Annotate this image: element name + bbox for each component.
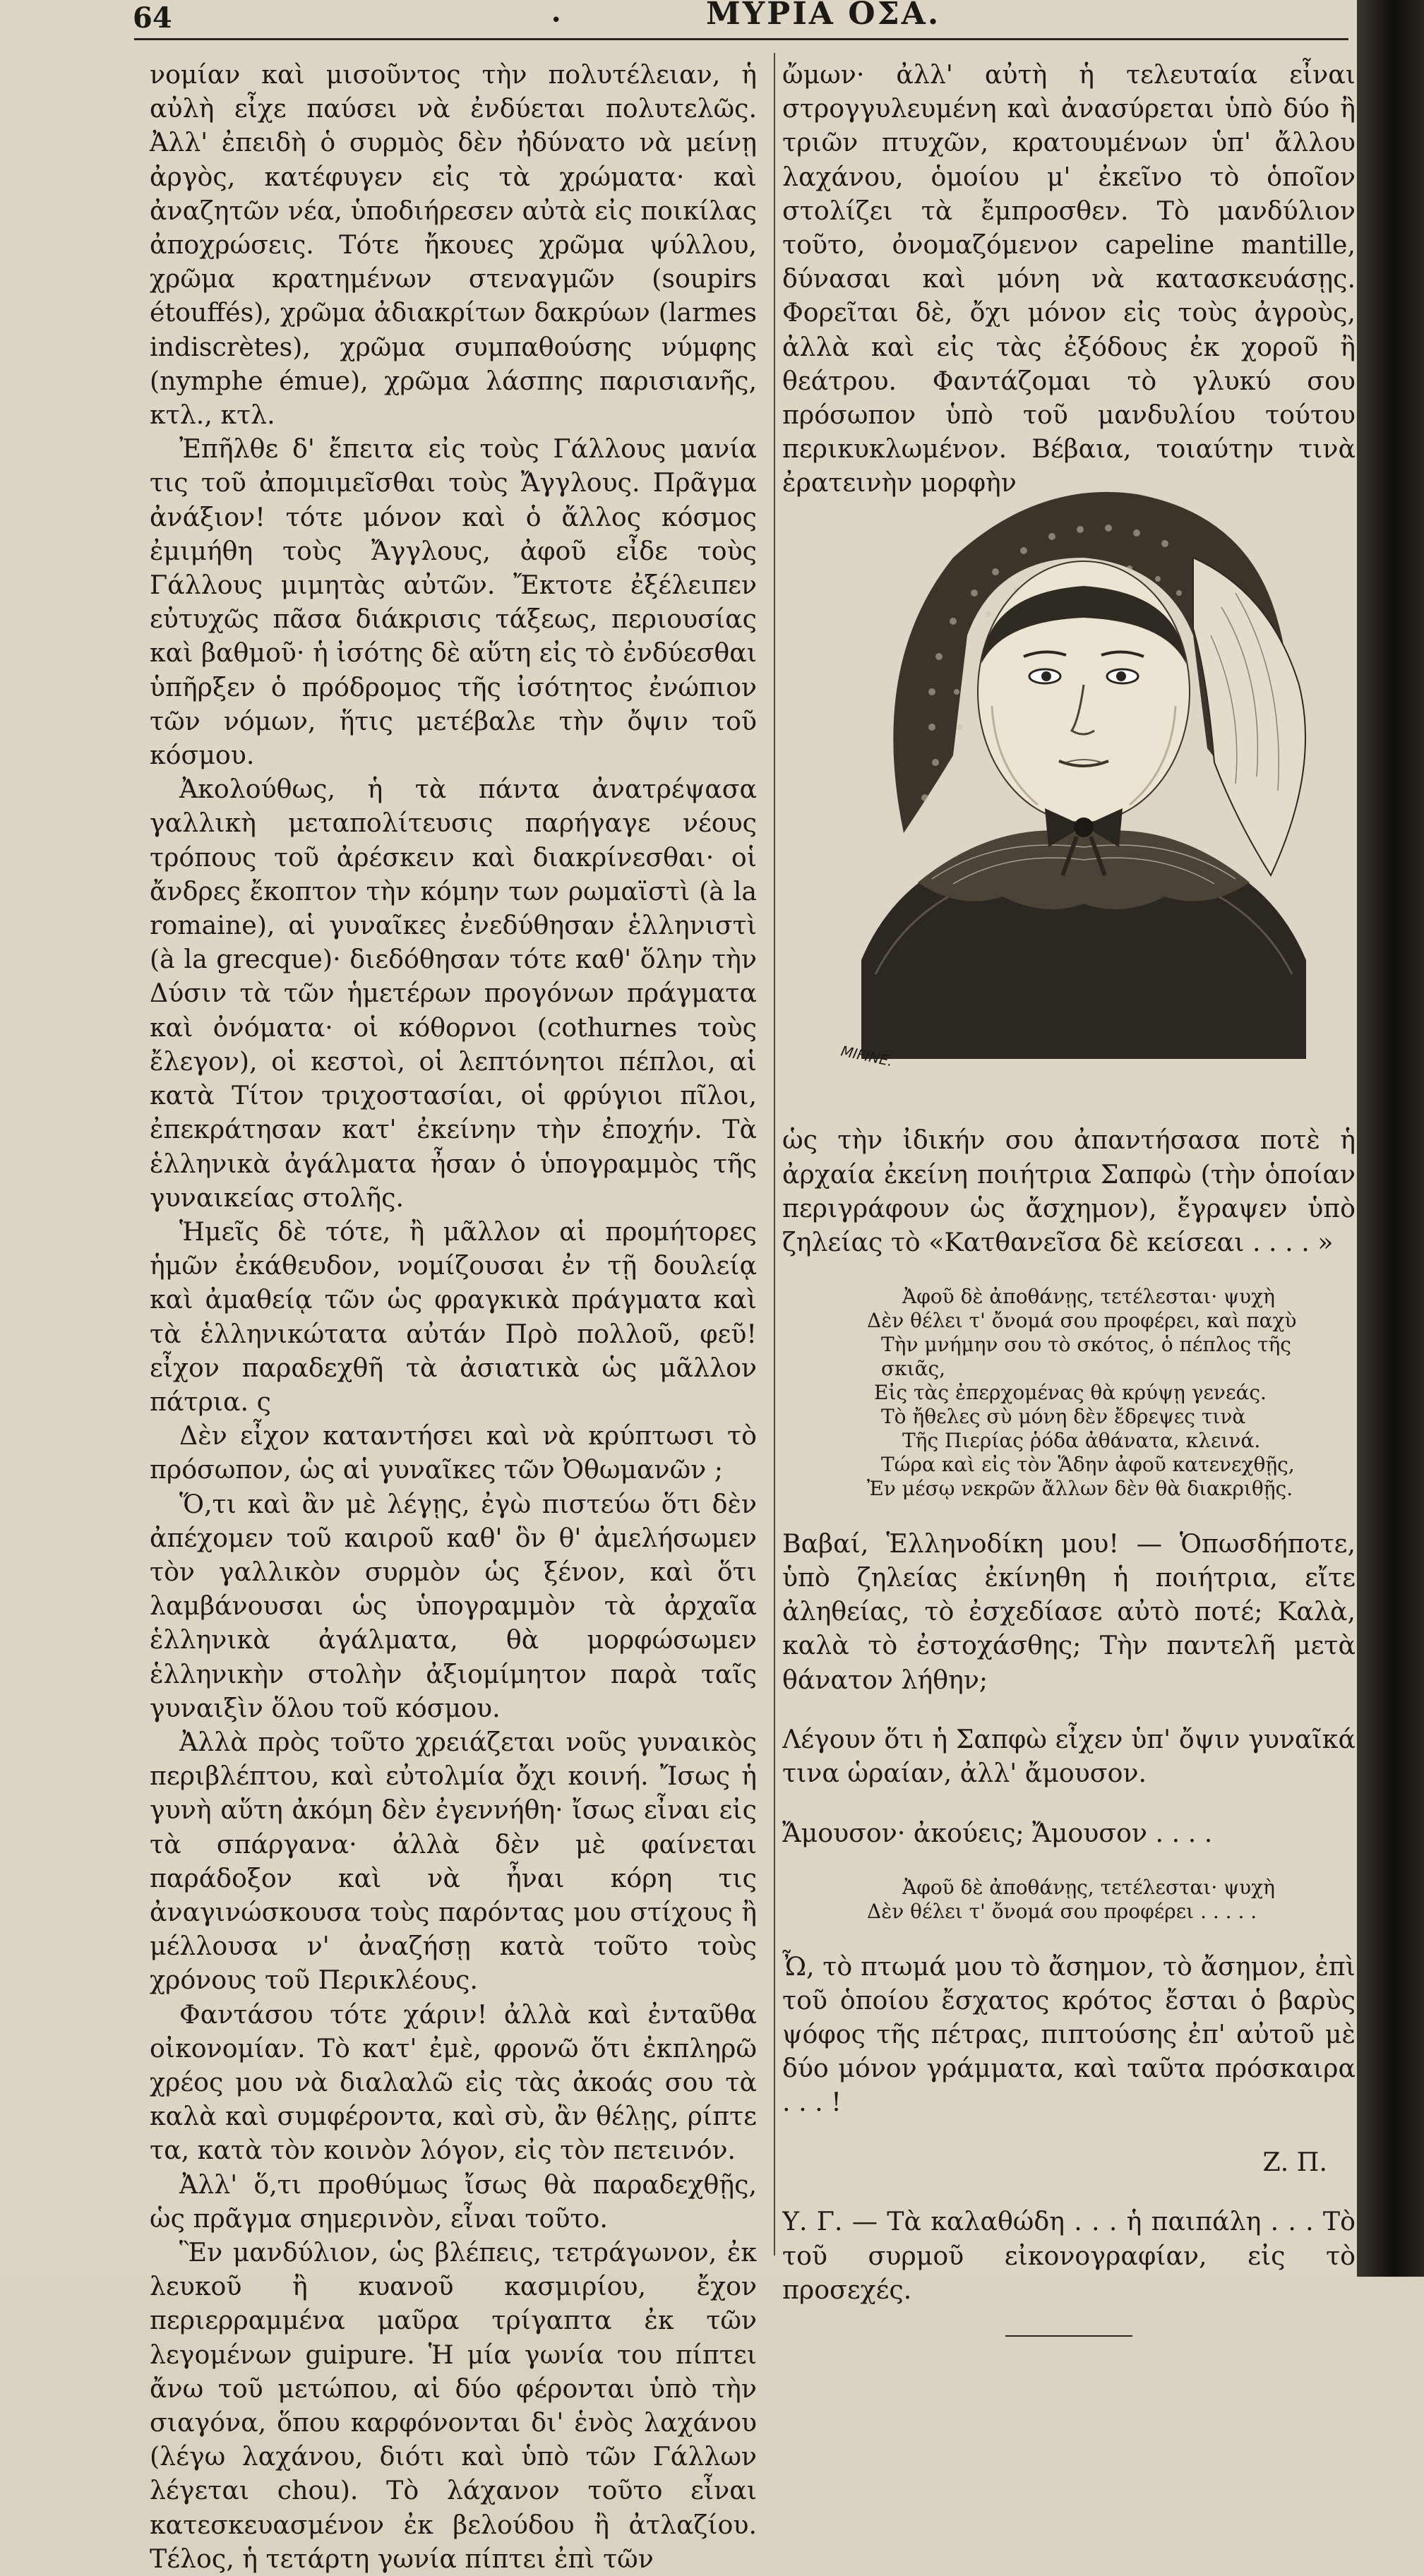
poem-line: Τὴν μνήμην σου τὸ σκότος, ὁ πέπλος τῆς σκιᾶς, — [881, 1333, 1291, 1381]
book-spine-shadow — [1357, 0, 1424, 2277]
paragraph: Ἄμουσον· ἀκούεις; Ἄμουσον . . . . — [782, 1817, 1213, 1848]
paragraph: Φαντάσου τότε χάριν! ἀλλὰ καὶ ἐνταῦθα οἰκονομίαν. Τὸ κατ' ἐμὲ, φρονῶ ὅτι ἐκπληρῶ χρέος μου νὰ διαλαλῶ εἰς τὰς ἀκοάς σου τὰ καλὰ καὶ συμφέροντα, καὶ σὺ, ἂν θέλῃς, ρίπτε τα, κατὰ τὸν κοινὸν λόγον, εἰς τὸν πετεινόν. — [150, 1999, 757, 2166]
engraver-signature: MIFINE. — [839, 1042, 895, 1070]
paragraph: Δὲν εἶχον καταντήσει καὶ νὰ κρύπτωσι τὸ πρόσωπον, ὡς αἱ γυναῖκες τῶν Ὀθωμανῶν ; — [150, 1420, 757, 1485]
poem-line: Ἀφοῦ δὲ ἀποθάνῃς, τετέλεσται· ψυχὴ — [902, 1876, 1275, 1900]
paragraph: Ἀλλ' ὅ,τι προθύμως ἴσως θὰ παραδεχθῇς, ὡς πρᾶγμα σημερινὸν, εἶναι τοῦτο. — [150, 2169, 757, 2234]
mantilla-fabric — [1193, 558, 1305, 875]
editor-note: Υ. Γ. — Τὰ καλαθώδη . . . ἡ παιπάλη . . . Τὸ τοῦ συρμοῦ εἰκονογραφίαν, εἰς τὸ προσεχές. — [782, 2206, 1356, 2305]
engraving-illustration — [812, 452, 1356, 1087]
paragraph: Ἀλλὰ πρὸς τοῦτο χρειάζεται νοῦς γυναικὸς περιβλέπτου, καὶ εὐτολμία ὄχι κοινή. Ἴσως ἡ γυνὴ αὕτη ἀκόμη δὲν ἐγεννήθη· ἴσως εἶναι εἰς τὰ σπάργανα· ἀλλὰ δὲν μὲ φαίνεται παράδοξον καὶ νὰ ἦναι κόρη τις ἀναγινώσκουσα τοὺς παρόντας μου στίχους ἢ μέλλουσα ν' ἀναζήσῃ κατὰ τοῦτο τοὺς χρόνους τοῦ Περικλέους. — [150, 1726, 757, 1996]
poem-line: Δὲν θέλει τ' ὄνομά σου προφέρει, καὶ παχὺ — [867, 1309, 1297, 1333]
lace-collar — [918, 830, 1250, 909]
poem-sappho — [782, 1285, 1356, 1501]
paragraph: Βαβαί, Ἑλληνοδίκη μου! — Ὁπωσδήποτε, ὑπὸ ζηλείας ἐκίνηθη ἡ ποιήτρια, εἴτε ἀληθείας, τὸ ἐσχεδίασε αὐτὸ ποτέ; Καλὰ, καλὰ τὸ ἐστοχάσθης; Τὴν παντελῆ μετὰ θάνατον λήθην; — [782, 1528, 1356, 1695]
paragraph: ὡς τὴν ἰδικήν σου ἀπαντήσασα ποτὲ ἡ ἀρχαία ἐκείνη ποιήτρια Σαπφὼ (τὴν ὁποίαν περιγράφουν ὡς ἄσχημον), ἔγραψεν ὑπὸ ζηλείας τὸ «Κατθανεῖσα δὲ κείσεαι . . . . » — [782, 1125, 1356, 1257]
poem-line: Τώρα καὶ εἰς τὸν Ἅδην ἀφοῦ κατενεχθῇς, — [881, 1453, 1295, 1477]
paragraph: Ὦ, τὸ πτωμά μου τὸ ἄσημον, τὸ ἄσημον, ἐπὶ τοῦ ὁποίου ἔσχατος κρότος ἔσται ὁ βαρὺς ψόφος τῆς πέτρας, πιπτούσης ἐπ' αὐτοῦ μὲ δύο μόνον γράμματα, καὶ ταῦτα πρόσκαιρα . . . ! — [782, 1951, 1356, 2118]
paragraph: Ὅ,τι καὶ ἂν μὲ λέγῃς, ἐγὼ πιστεύω ὅτι δὲν ἀπέχομεν τοῦ καιροῦ καθ' ὃν θ' ἀμελήσωμεν τὸν γαλλικὸν συρμὸν ὡς ξένον, καὶ ὅτι λαμβάνουσαι ὡς ὑπογραμμὸν τὰ ἀρχαῖα ἑλληνικὰ ἀγάλματα, θὰ μορφώσωμεν ἑλληνικὴν στολὴν ἀξιομίμητον παρὰ ταῖς γυναιξὶν ὅλου τοῦ κόσμου. — [150, 1488, 757, 1723]
page-number: 64 — [133, 1, 172, 35]
paragraph: Ἀκολούθως, ἡ τὰ πάντα ἀνατρέψασα γαλλικὴ μεταπολίτευσις παρήγαγε νέους τρόπους τοῦ ἀρέσκειν καὶ διακρίνεσθαι· οἱ ἄνδρες ἔκοπτον τὴν κόμην των ρωμαϊστὶ (à la romaine), αἱ γυναῖκες ἐνεδύθησαν ἑλληνιστὶ (à la grecque)· διεδόθησαν τότε καθ' ὅλην τὴν Δύσιν τὰ τῶν ἡμετέρων προγόνων πράγματα καὶ ὀνόματα· οἱ κόθορνοι (cothurnes τοὺς ἔλεγον), οἱ κεστοὶ, οἱ λεπτόνητοι πέπλοι, αἱ κατὰ Τίτον τριχοστασίαι, οἱ φρύγιοι πῖλοι, ἐπεκράτησαν κατ' ἐκείνην τὴν ἐποχήν. Τὰ ἑλληνικὰ ἀγάλματα ἦσαν ὁ ὑπογραμμὸς τῆς γυναικείας στολῆς. — [150, 774, 757, 1213]
paragraph: Ἡμεῖς δὲ τότε, ἢ μᾶλλον αἱ προμήτορες ἡμῶν ἐκάθευδον, νομίζουσαι ἐν τῇ δουλείᾳ καὶ ἀμαθείᾳ τῶν ὡς φραγκικὰ πράγματα καὶ τὰ ἑλληνικώτατα αὐτάν Πρὸ πολλοῦ, φεῦ! εἶχον παραδεχθῆ τὰ ἀσιατικὰ ὡς μᾶλλον πάτρια. ς — [150, 1216, 757, 1417]
poem-sappho-repeat — [782, 1876, 1356, 1924]
paragraph: Λέγουν ὅτι ἡ Σαπφὼ εἶχεν ὑπ' ὄψιν γυναῖκά τινα ὡραίαν, ἀλλ' ἄμουσον. — [782, 1724, 1356, 1789]
running-title: ΜΥΡΙΑ ΟΣΑ. — [706, 0, 941, 32]
header-rule — [134, 38, 1348, 40]
author-signature: Ζ. Π. — [1262, 2146, 1327, 2177]
poem-line: Ἐν μέσῳ νεκρῶν ἄλλων δὲν θὰ διακριθῇς. — [867, 1477, 1293, 1501]
poem-line: Τῆς Πιερίας ῥόδα ἀθάνατα, κλεινά. — [902, 1429, 1261, 1453]
poem-line: Δὲν θέλει τ' ὄνομά σου προφέρει . . . . . — [867, 1900, 1257, 1924]
poem-line: Τὸ ἤθελες σὺ μόνη δὲν ἔδρεψες τινὰ — [881, 1405, 1246, 1429]
poem-line: Ἀφοῦ δὲ ἀποθάνῃς, τετέλεσται· ψυχὴ — [902, 1285, 1275, 1309]
running-head-dot: • — [551, 10, 562, 31]
left-column — [150, 58, 757, 2576]
paragraph: ὤμων· ἀλλ' αὐτὴ ἡ τελευταία εἶναι στρογγυλευμένη καὶ ἀνασύρεται ὑπὸ δύο ἢ τριῶν πτυχῶν, κρατουμένων ὑπ' ἄλλου λαχάνου, ὁμοίου μ' ἐκεῖνο τὸ ὁποῖον στολίζει τὰ ἔμπροσθεν. Τὸ μανδύλιον τοῦτο, ὀνομαζόμενον capeline mantille, δύνασαι καὶ μόνη νὰ κατασκευάσῃς. Φορεῖται δὲ, ὄχι μόνον εἰς τοὺς ἀγροὺς, ἀλλὰ καὶ εἰς τὰς ἐξόδους ἐκ χοροῦ ἢ θεάτρου. Φαντάζομαι τὸ γλυκύ σου πρόσωπον ὑπὸ τοῦ μανδυλίου τούτου περικυκλωμένον. Βέβαια, τοιαύτην τινὰ ἐρατεινὴν μορφὴν — [782, 59, 1356, 498]
paragraph: νομίαν καὶ μισοῦντος τὴν πολυτέλειαν, ἡ αὐλὴ εἶχε παύσει νὰ ἐνδύεται πολυτελῶς. Ἀλλ' ἐπειδὴ ὁ συρμὸς δὲν ἠδύνατο νὰ μείνῃ ἀργὸς, κατέφυγεν εἰς τὰ χρώματα· καὶ ἀναζητῶν νέα, ὑποδιήρεσεν αὐτὰ εἰς ποικίλας ἀποχρώσεις. Τότε ἤκουες χρῶμα ψύλλου, χρῶμα κρατημένων στεναγμῶν (soupirs étouffés), χρῶμα ἀδιακρίτων δακρύων (larmes indiscrètes), χρῶμα συμπαθούσης νύμφης (nymphe émue), χρῶμα λάσπης παρισιανῆς, κτλ., κτλ. — [150, 59, 757, 431]
column-rule — [774, 53, 775, 2256]
right-column-bottom — [782, 1098, 1356, 2337]
paragraph: Ἐπῆλθε δ' ἔπειτα εἰς τοὺς Γάλλους μανία τις τοῦ ἀπομιμεῖσθαι τοὺς Ἄγγλους. Πρᾶγμα ἀνάξιον! τότε μόνον καὶ ὁ ἄλλος κόσμος ἐμιμήθη τοὺς Ἄγγλους, ἀφοῦ εἶδε τοὺς Γάλλους μιμητὰς αὐτῶν. Ἔκτοτε ἐξέλειπεν εὐτυχῶς πᾶσα διάκρισις τάξεως, περιουσίας καὶ βαθμοῦ· ἡ ἰσότης δὲ αὕτη εἰς τὸ ἐνδύεσθαι ὑπῆρξεν ὁ πρόδρομος τῆς ἰσότητος ἐνώπιον τῶν νόμων, ἥτις μετέβαλε τὴν ὄψιν τοῦ κόσμου. — [150, 433, 757, 771]
right-column-top — [782, 58, 1356, 501]
paragraph: Ἓν μανδύλιον, ὡς βλέπεις, τετράγωνον, ἐκ λευκοῦ ἢ κυανοῦ κασμιρίου, ἔχον περιερραμμένα μαῦρα τρίγαπτα ἐκ τῶν λεγομένων guipure. Ἡ μία γωνία του πίπτει ἄνω τοῦ μετώπου, αἱ δύο φέρονται ὑπὸ τὴν σιαγόνα, ὅπου καρφόνονται δι' ἑνὸς λαχάνου (λέγω λαχάνου, διότι καὶ ὑπὸ τῶν Γάλλων λέγεται chou). Τὸ λάχανον τοῦτο εἶναι κατεσκευασμένον ἐκ βελούδου ἢ ἀτλαζίου. Τέλος, ἡ τετάρτη γωνία πίπτει ἐπὶ τῶν — [150, 2237, 757, 2574]
poem-line: Εἰς τὰς ἐπερχομένας θὰ κρύψῃ γενεάς. — [874, 1381, 1267, 1405]
end-rule — [1005, 2335, 1132, 2337]
